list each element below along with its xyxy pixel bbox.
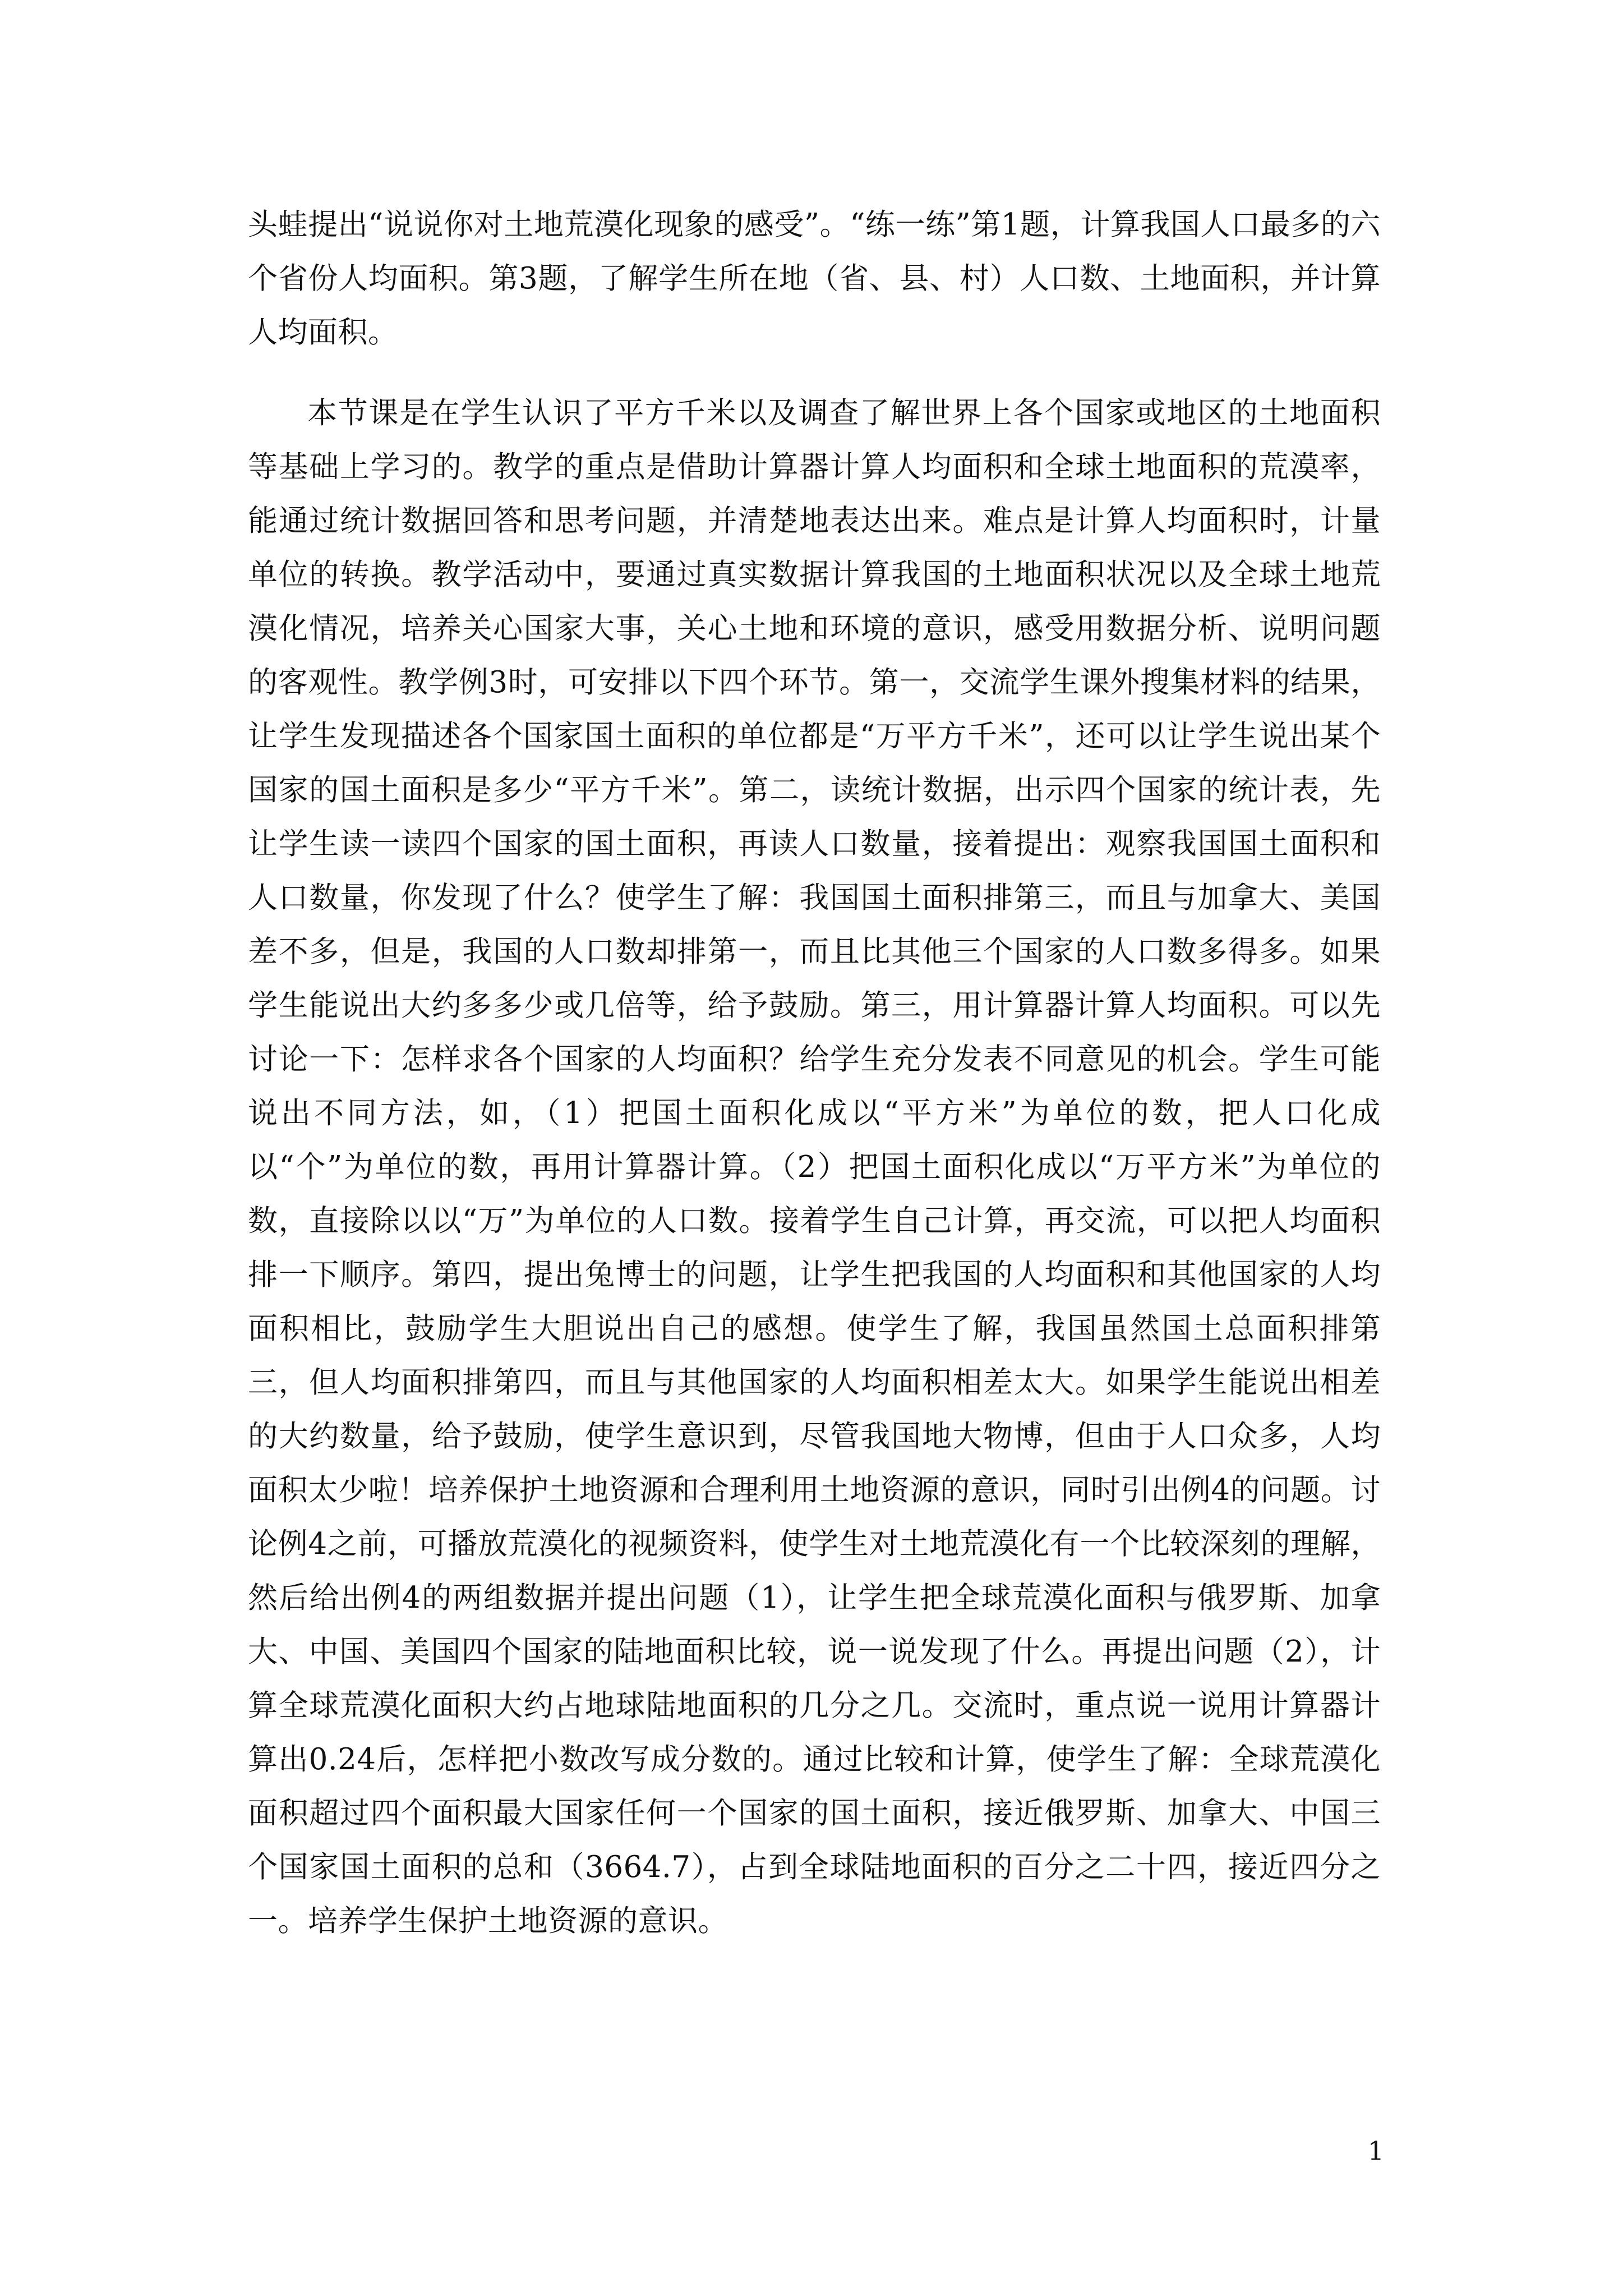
page-number: 1 — [1367, 2136, 1384, 2166]
paragraph-intro-continuation: 头蛙提出“说说你对土地荒漠化现象的感受”。“练一练”第1题，计算我国人口最多的六个省份人均面积。第3题，了解学生所在地（省、县、村）人口数、土地面积，并计算人均面积。 — [248, 208, 1381, 349]
paragraph-lesson-analysis: 本节课是在学生认识了平方千米以及调查了解世界上各个国家或地区的土地面积等基础上学习的。教学的重点是借助计算器计算人均面积和全球土地面积的荒漠率，能通过统计数据回答和思考问题，并清楚地表达出来。难点是计算人均面积时，计量单位的转换。教学活动中，要通过真实数据计算我国的土地面积状况以及全球土地荒漠化情况，培养关心国家大事，关心土地和环境的意识，感受用数据分析、说明问题的客观性。教学例3时，可安排以下四个环节。第一，交流学生课外搜集材料的结果，让学生发现描述各个国家国土面积的单位都是“万平方千米”，还可以让学生说出某个国家的国土面积是多少“平方千米”。第二，读统计数据，出示四个国家的统计表，先让学生读一读四个国家的国土面积，再读人口数量，接着提出：观察我国国土面积和人口数量，你发现了什么？使学生了解：我国国土面积排第三，而且与加拿大、美国差不多，但是，我国的人口数却排第一，而且比其他三个国家的人口数多得多。如果学生能说出大约多多少或几倍等，给予鼓励。第三，用计算器计算人均面积。可以先讨论一下：怎样求各个国家的人均面积？给学生充分发表不同意见的机会。学生可能说出不同方法，如，（1）把国土面积化成以“平方米”为单位的数，把人口化成以“个”为单位的数，再用计算器计算。（2）把国土面积化成以“万平方米”为单位的数，直接除以以“万”为单位的人口数。接着学生自己计算，再交流，可以把人均面积排一下顺序。第四，提出兔博士的问题，让学生把我国的人均面积和其他国家的人均面积相比，鼓励学生大胆说出自己的感想。使学生了解，我国虽然国土总面积排第三，但人均面积排第四，而且与其他国家的人均面积相差太大。如果学生能说出相差的大约数量，给予鼓励，使学生意识到，尽管我国地大物博，但由于人口众多，人均面积太少啦！培养保护土地资源和合理利用土地资源的意识，同时引出例4的问题。讨论例4之前，可播放荒漠化的视频资料，使学生对土地荒漠化有一个比较深刻的理解，然后给出例4的两组数据并提出问题（1），让学生把全球荒漠化面积与俄罗斯、加拿大、中国、美国四个国家的陆地面积比较，说一说发现了什么。再提出问题（2），计算全球荒漠化面积大约占地球陆地面积的几分之几。交流时，重点说一说用计算器计算出0.24后，怎样把小数改写成分数的。通过比较和计算，使学生了解：全球荒漠化面积超过四个面积最大国家任何一个国家的国土面积，接近俄罗斯、加拿大、中国三个国家国土面积的总和（3664.7），占到全球陆地面积的百分之二十四，接近四分之一。培养学生保护土地资源的意识。 — [248, 396, 1381, 1938]
